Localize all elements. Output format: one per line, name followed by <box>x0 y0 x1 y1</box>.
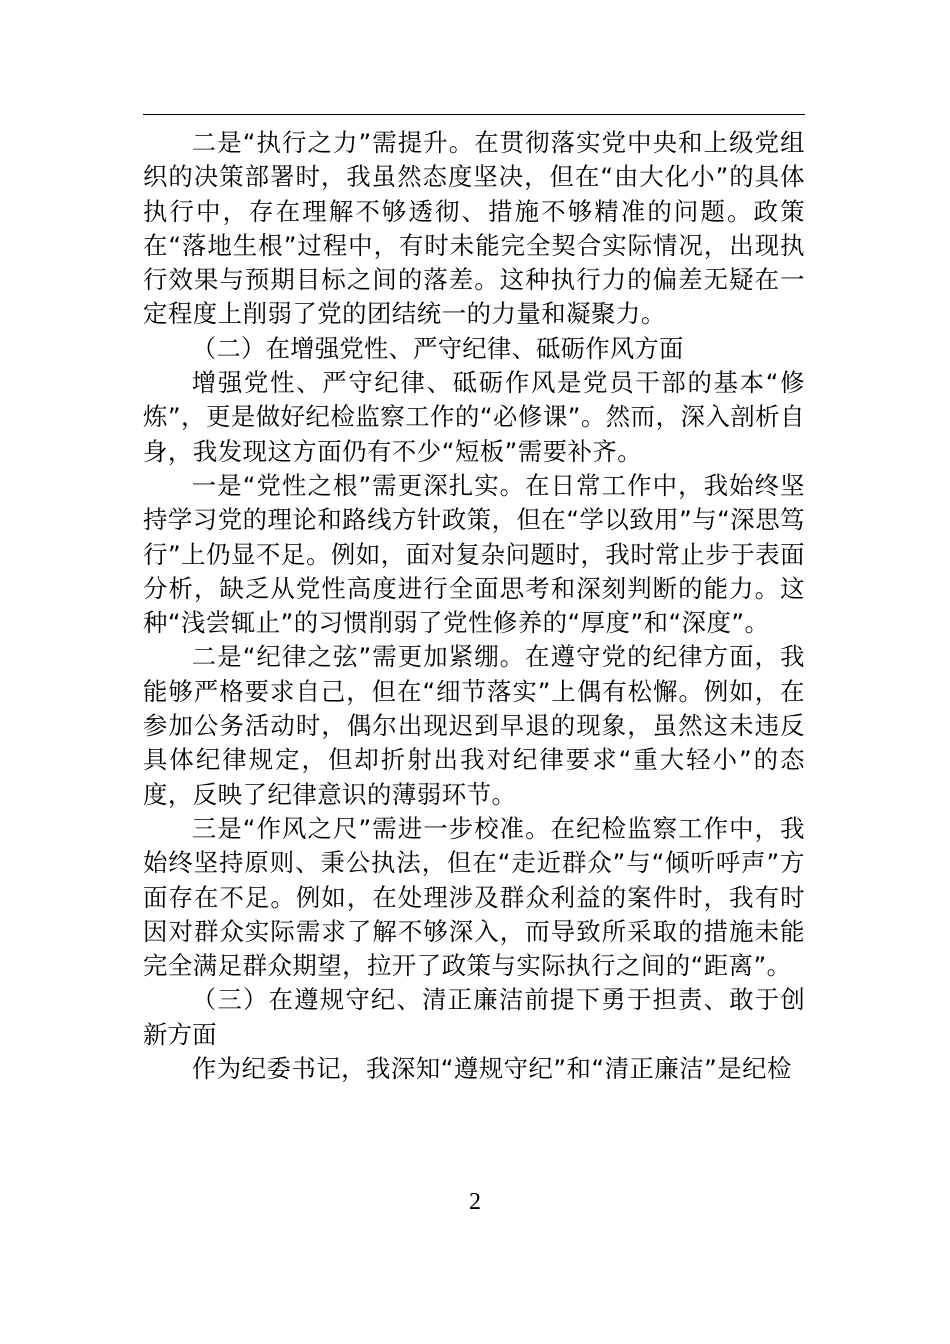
section-heading-3: （三）在遵规守纪、清正廉洁前提下勇于担责、敢于创新方面 <box>143 985 805 1049</box>
document-body <box>143 126 805 1086</box>
section-heading-2: （二）在增强党性、严守纪律、砥砺作风方面 <box>191 333 684 363</box>
paragraph-party-spirit: 一是“党性之根”需更深扎实。在日常工作中，我始终坚持学习党的理论和路线方针政策，但在“学以致用”与“深思笃行”上仍显不足。例如，面对复杂问题时，我时常止步于表面分析，缺乏从党性高度进行全面思考和深刻判断的能力。这种“浅尝辄止”的习惯削弱了党性修养的“厚度”和“深度”。 <box>143 470 805 638</box>
paragraph-section-3-intro: 作为纪委书记，我深知“遵规守纪”和“清正廉洁”是纪检 <box>191 1054 792 1084</box>
paragraph-discipline: 二是“纪律之弦”需更加紧绷。在遵守党的纪律方面，我能够严格要求自己，但在“细节落实”上偶有松懈。例如，在参加公务活动时，偶尔出现迟到早退的现象，虽然这未违反具体纪律规定，但却折射出我对纪律要求“重大轻小”的态度，反映了纪律意识的薄弱环节。 <box>143 642 805 809</box>
page-number: 2 <box>469 1189 481 1215</box>
header-rule <box>143 114 805 115</box>
paragraph-execution-ability: 二是“执行之力”需提升。在贯彻落实党中央和上级党组织的决策部署时，我虽然态度坚决，但在“由大化小”的具体执行中，存在理解不够透彻、措施不够精准的问题。政策在“落地生根”过程中，有时未能完全契合实际情况，出现执行效果与预期目标之间的落差。这种执行力的偏差无疑在一定程度上削弱了党的团结统一的力量和凝聚力。 <box>143 128 805 329</box>
paragraph-section-2-intro: 增强党性、严守纪律、砥砺作风是党员干部的基本“修炼”，更是做好纪检监察工作的“必修课”。然而，深入剖析自身，我发现这方面仍有不少“短板”需要补齐。 <box>143 368 805 466</box>
paragraph-work-style: 三是“作风之尺”需进一步校准。在纪检监察工作中，我始终坚持原则、秉公执法，但在“走近群众”与“倾听呼声”方面存在不足。例如，在处理涉及群众利益的案件时，我有时因对群众实际需求了解不够深入，而导致所采取的措施未能完全满足群众期望，拉开了政策与实际执行之间的“距离”。 <box>143 813 805 981</box>
